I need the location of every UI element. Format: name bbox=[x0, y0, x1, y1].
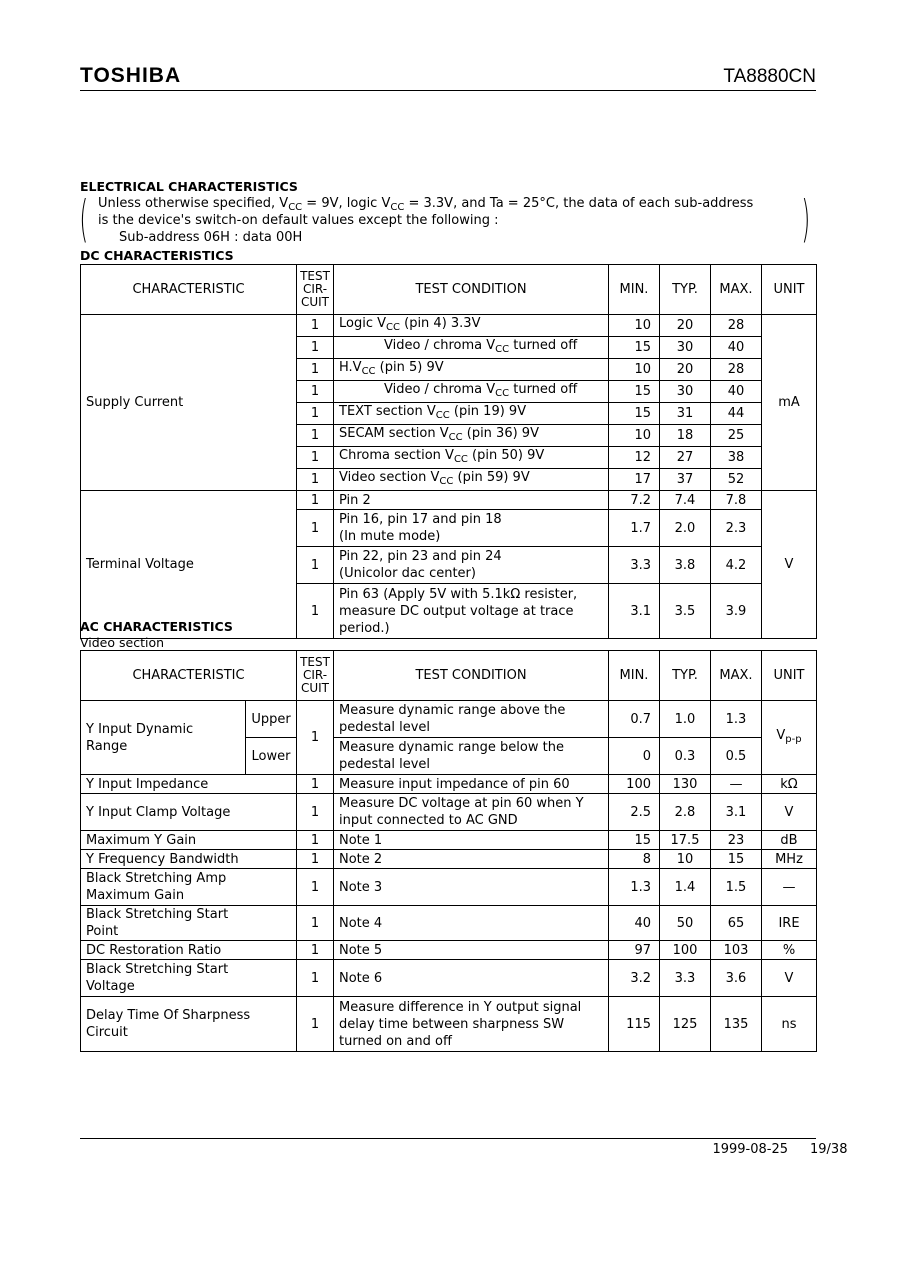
characteristic: Black Stretching Start Voltage bbox=[81, 960, 297, 997]
footer-page: 19/38 bbox=[810, 1142, 848, 1157]
min-value: 15 bbox=[609, 831, 660, 850]
min-value: 1.3 bbox=[609, 869, 660, 906]
condition-line-1: Unless otherwise specified, $V_{CC} = 9V$, logic $V_{CC} = 3.3V$, and Ta = 25°C, the data of each sub-address bbox=[98, 196, 754, 213]
dynamic-upper-max: 1.3 bbox=[711, 701, 762, 738]
unit: — bbox=[762, 869, 817, 906]
ac-subtitle: Video section bbox=[80, 635, 165, 650]
characteristic: Y Frequency Bandwidth bbox=[81, 850, 297, 869]
characteristic: Black Stretching Start Point bbox=[81, 906, 297, 941]
typ-value: 125 bbox=[660, 997, 711, 1052]
condition-block bbox=[79, 190, 811, 248]
max-value: 40 bbox=[711, 337, 762, 359]
test-condition: Note 2 bbox=[334, 850, 609, 869]
typ-value: 18 bbox=[660, 425, 711, 447]
test-condition: Note 4 bbox=[334, 906, 609, 941]
ac-table bbox=[80, 650, 817, 1052]
test-circuit: 1 bbox=[297, 359, 334, 381]
typ-value: 30 bbox=[660, 337, 711, 359]
header-min: MIN. bbox=[609, 265, 660, 315]
dynamic-upper-typ: 1.0 bbox=[660, 701, 711, 738]
test-circuit: 1 bbox=[297, 941, 334, 960]
characteristic: Y Input Clamp Voltage bbox=[81, 794, 297, 831]
typ-value: 10 bbox=[660, 850, 711, 869]
header-max: MAX. bbox=[711, 265, 762, 315]
max-value: 3.6 bbox=[711, 960, 762, 997]
test-circuit: 1 bbox=[297, 510, 334, 547]
min-value: 1.7 bbox=[609, 510, 660, 547]
dynamic-circuit: 1 bbox=[297, 701, 334, 775]
ac-row bbox=[81, 850, 817, 869]
test-condition: Measure input impedance of pin 60 bbox=[334, 775, 609, 794]
max-value: 38 bbox=[711, 447, 762, 469]
brand-logo: TOSHIBA bbox=[80, 64, 182, 87]
condition-line-2: is the device's switch-on default values except the following : bbox=[98, 213, 499, 228]
typ-value: 17.5 bbox=[660, 831, 711, 850]
typ-value: 3.8 bbox=[660, 547, 711, 584]
typ-value: 1.4 bbox=[660, 869, 711, 906]
characteristic: Y Input Impedance bbox=[81, 775, 297, 794]
test-circuit: 1 bbox=[297, 850, 334, 869]
min-value: 100 bbox=[609, 775, 660, 794]
ac-row bbox=[81, 869, 817, 906]
typ-value: 100 bbox=[660, 941, 711, 960]
test-condition: Pin 16, pin 17 and pin 18 (In mute mode) bbox=[334, 510, 609, 547]
dc-header-row bbox=[81, 265, 817, 315]
dynamic-upper-condition: Measure dynamic range above the pedestal level bbox=[334, 701, 609, 738]
dynamic-lower-label: Lower bbox=[246, 738, 297, 775]
test-circuit: 1 bbox=[297, 403, 334, 425]
supply-row bbox=[81, 315, 817, 337]
typ-value: 27 bbox=[660, 447, 711, 469]
min-value: 10 bbox=[609, 315, 660, 337]
test-condition: Note 1 bbox=[334, 831, 609, 850]
ac-row bbox=[81, 775, 817, 794]
test-circuit: 1 bbox=[297, 584, 334, 639]
test-circuit: 1 bbox=[297, 469, 334, 491]
header-test-condition: TEST CONDITION bbox=[334, 651, 609, 701]
max-value: 15 bbox=[711, 850, 762, 869]
min-value: 15 bbox=[609, 381, 660, 403]
ac-row bbox=[81, 831, 817, 850]
typ-value: 20 bbox=[660, 315, 711, 337]
max-value: 3.9 bbox=[711, 584, 762, 639]
typ-value: 31 bbox=[660, 403, 711, 425]
test-condition: Note 6 bbox=[334, 960, 609, 997]
test-condition: Note 3 bbox=[334, 869, 609, 906]
typ-value: 37 bbox=[660, 469, 711, 491]
test-condition: Measure DC voltage at pin 60 when Y input connected to AC GND bbox=[334, 794, 609, 831]
max-value: 52 bbox=[711, 469, 762, 491]
typ-value: 20 bbox=[660, 359, 711, 381]
dynamic-upper-min: 0.7 bbox=[609, 701, 660, 738]
test-condition: Video section $V_{CC}$ (pin 59) 9V bbox=[334, 469, 609, 491]
dynamic-lower-min: 0 bbox=[609, 738, 660, 775]
min-value: 3.1 bbox=[609, 584, 660, 639]
footer-date: 1999-08-25 bbox=[712, 1142, 788, 1157]
max-value: 135 bbox=[711, 997, 762, 1052]
terminal-row bbox=[81, 491, 817, 510]
test-condition: Pin 63 (Apply 5V with 5.1kΩ resister, measure DC output voltage at trace period.) bbox=[334, 584, 609, 639]
characteristic: DC Restoration Ratio bbox=[81, 941, 297, 960]
min-value: 8 bbox=[609, 850, 660, 869]
max-value: 28 bbox=[711, 359, 762, 381]
test-circuit: 1 bbox=[297, 831, 334, 850]
header-test-circuit: TEST CIR- CUIT bbox=[297, 651, 334, 701]
test-condition: Video / chroma $V_{CC}$ turned off bbox=[334, 337, 609, 359]
test-condition: Video / chroma $V_{CC}$ turned off bbox=[334, 381, 609, 403]
max-value: 1.5 bbox=[711, 869, 762, 906]
dynamic-range-upper-row bbox=[81, 701, 817, 738]
header-characteristic: CHARACTERISTIC bbox=[81, 651, 297, 701]
test-circuit: 1 bbox=[297, 869, 334, 906]
ac-row bbox=[81, 794, 817, 831]
characteristic: Maximum Y Gain bbox=[81, 831, 297, 850]
min-value: 97 bbox=[609, 941, 660, 960]
min-value: 17 bbox=[609, 469, 660, 491]
ac-title: AC CHARACTERISTICS bbox=[80, 619, 233, 634]
dynamic-unit: $V_{p-p}$ bbox=[762, 701, 817, 775]
left-paren: ( bbox=[79, 190, 89, 248]
min-value: 2.5 bbox=[609, 794, 660, 831]
unit: % bbox=[762, 941, 817, 960]
min-value: 3.3 bbox=[609, 547, 660, 584]
header-test-condition: TEST CONDITION bbox=[334, 265, 609, 315]
ac-row bbox=[81, 960, 817, 997]
test-circuit: 1 bbox=[297, 425, 334, 447]
right-paren: ) bbox=[801, 190, 811, 248]
typ-value: 2.0 bbox=[660, 510, 711, 547]
characteristic: Delay Time Of Sharpness Circuit bbox=[81, 997, 297, 1052]
max-value: 3.1 bbox=[711, 794, 762, 831]
max-value: 2.3 bbox=[711, 510, 762, 547]
min-value: 15 bbox=[609, 403, 660, 425]
test-circuit: 1 bbox=[297, 960, 334, 997]
min-value: 10 bbox=[609, 425, 660, 447]
test-circuit: 1 bbox=[297, 337, 334, 359]
terminal-unit: V bbox=[762, 491, 817, 639]
unit: V bbox=[762, 794, 817, 831]
test-condition: Note 5 bbox=[334, 941, 609, 960]
max-value: 7.8 bbox=[711, 491, 762, 510]
dynamic-lower-typ: 0.3 bbox=[660, 738, 711, 775]
test-condition: $H.V_{CC}$ (pin 5) 9V bbox=[334, 359, 609, 381]
test-condition: Logic $V_{CC}$ (pin 4) 3.3V bbox=[334, 315, 609, 337]
ac-row bbox=[81, 997, 817, 1052]
test-circuit: 1 bbox=[297, 794, 334, 831]
min-value: 15 bbox=[609, 337, 660, 359]
unit: kΩ bbox=[762, 775, 817, 794]
dc-title: DC CHARACTERISTICS bbox=[80, 248, 234, 263]
header-max: MAX. bbox=[711, 651, 762, 701]
test-circuit: 1 bbox=[297, 997, 334, 1052]
max-value: 44 bbox=[711, 403, 762, 425]
dynamic-upper-label: Upper bbox=[246, 701, 297, 738]
ac-row bbox=[81, 941, 817, 960]
header-min: MIN. bbox=[609, 651, 660, 701]
terminal-voltage-label: Terminal Voltage bbox=[81, 491, 297, 639]
characteristic: Black Stretching Amp Maximum Gain bbox=[81, 869, 297, 906]
max-value: 103 bbox=[711, 941, 762, 960]
min-value: 12 bbox=[609, 447, 660, 469]
typ-value: 7.4 bbox=[660, 491, 711, 510]
condition-line-3: Sub-address 06H : data 00H bbox=[119, 230, 303, 245]
max-value: 23 bbox=[711, 831, 762, 850]
max-value: — bbox=[711, 775, 762, 794]
min-value: 7.2 bbox=[609, 491, 660, 510]
supply-unit: mA bbox=[762, 315, 817, 491]
min-value: 3.2 bbox=[609, 960, 660, 997]
test-condition: Measure difference in Y output signal delay time between sharpness SW turned on and off bbox=[334, 997, 609, 1052]
header-rule bbox=[80, 90, 816, 91]
header-unit: UNIT bbox=[762, 651, 817, 701]
typ-value: 130 bbox=[660, 775, 711, 794]
typ-value: 3.3 bbox=[660, 960, 711, 997]
typ-value: 30 bbox=[660, 381, 711, 403]
dynamic-lower-max: 0.5 bbox=[711, 738, 762, 775]
dc-table bbox=[80, 264, 817, 639]
unit: ns bbox=[762, 997, 817, 1052]
header-typ: TYP. bbox=[660, 265, 711, 315]
max-value: 40 bbox=[711, 381, 762, 403]
unit: IRE bbox=[762, 906, 817, 941]
test-condition: Pin 22, pin 23 and pin 24 (Unicolor dac center) bbox=[334, 547, 609, 584]
header-characteristic: CHARACTERISTIC bbox=[81, 265, 297, 315]
dynamic-range-label: Y Input Dynamic Range bbox=[81, 701, 246, 775]
max-value: 25 bbox=[711, 425, 762, 447]
supply-current-label: Supply Current bbox=[81, 315, 297, 491]
test-condition: Chroma section $V_{CC}$ (pin 50) 9V bbox=[334, 447, 609, 469]
unit: V bbox=[762, 960, 817, 997]
min-value: 10 bbox=[609, 359, 660, 381]
max-value: 4.2 bbox=[711, 547, 762, 584]
ac-row bbox=[81, 906, 817, 941]
min-value: 115 bbox=[609, 997, 660, 1052]
max-value: 28 bbox=[711, 315, 762, 337]
typ-value: 3.5 bbox=[660, 584, 711, 639]
electrical-title: ELECTRICAL CHARACTERISTICS bbox=[80, 179, 298, 194]
test-condition: Pin 2 bbox=[334, 491, 609, 510]
test-circuit: 1 bbox=[297, 906, 334, 941]
unit: MHz bbox=[762, 850, 817, 869]
test-circuit: 1 bbox=[297, 491, 334, 510]
min-value: 40 bbox=[609, 906, 660, 941]
typ-value: 50 bbox=[660, 906, 711, 941]
test-circuit: 1 bbox=[297, 315, 334, 337]
test-circuit: 1 bbox=[297, 381, 334, 403]
max-value: 65 bbox=[711, 906, 762, 941]
test-circuit: 1 bbox=[297, 547, 334, 584]
header-test-circuit: TEST CIR- CUIT bbox=[297, 265, 334, 315]
test-circuit: 1 bbox=[297, 775, 334, 794]
part-number: TA8880CN bbox=[723, 66, 816, 87]
test-condition: TEXT section $V_{CC}$ (pin 19) 9V bbox=[334, 403, 609, 425]
unit: dB bbox=[762, 831, 817, 850]
dynamic-lower-condition: Measure dynamic range below the pedestal level bbox=[334, 738, 609, 775]
header-typ: TYP. bbox=[660, 651, 711, 701]
test-condition: SECAM section $V_{CC}$ (pin 36) 9V bbox=[334, 425, 609, 447]
header-unit: UNIT bbox=[762, 265, 817, 315]
ac-header-row bbox=[81, 651, 817, 701]
footer-rule bbox=[80, 1138, 816, 1139]
typ-value: 2.8 bbox=[660, 794, 711, 831]
test-circuit: 1 bbox=[297, 447, 334, 469]
